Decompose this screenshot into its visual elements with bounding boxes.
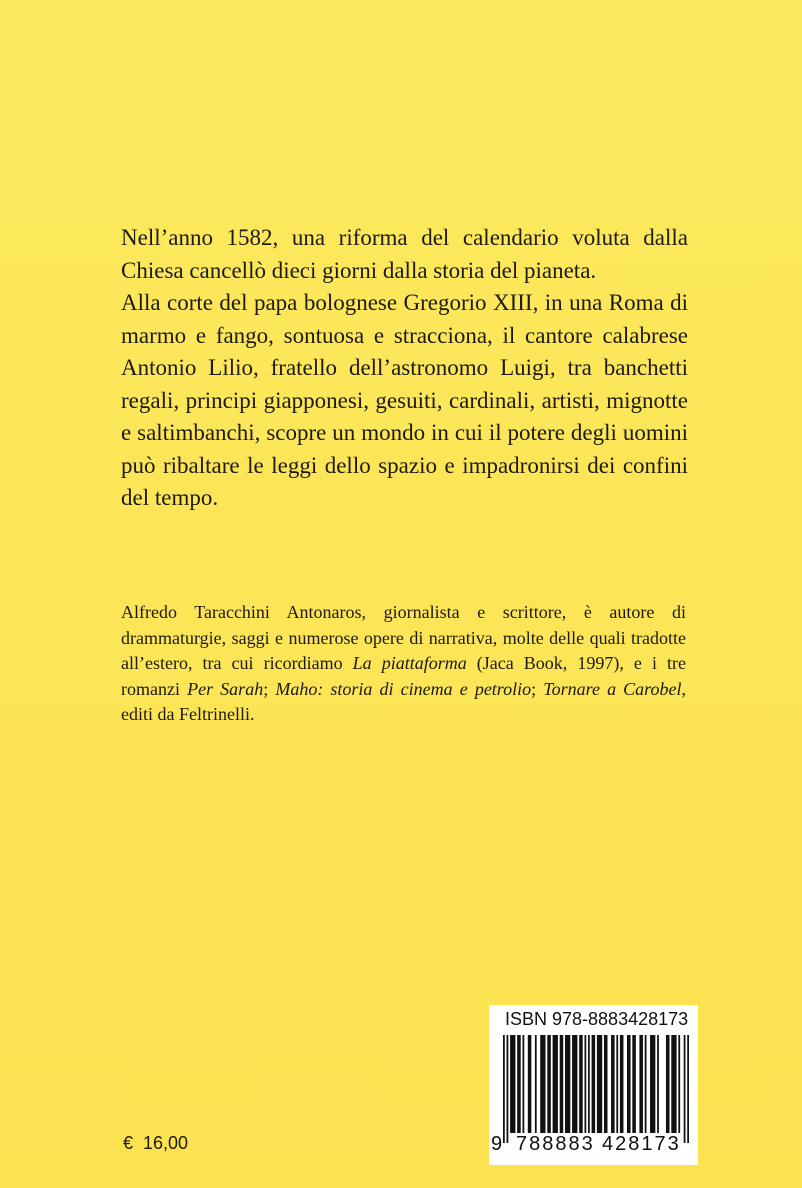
barcode-bar: [522, 1035, 524, 1133]
barcode-bar: [632, 1035, 636, 1133]
blurb: [121, 222, 688, 515]
barcode-bar: [639, 1035, 643, 1133]
barcode-bar: [503, 1035, 505, 1143]
barcode-bar: [584, 1035, 586, 1143]
bio-book-1: La piattaforma: [352, 653, 467, 673]
barcode-bar: [678, 1035, 680, 1133]
price: [123, 1133, 188, 1154]
bio-book-2: Per Sarah: [187, 678, 264, 699]
isbn-label: ISBN 978-8883428173: [505, 1009, 689, 1029]
barcode-bar: [579, 1035, 583, 1133]
bio-separator-2: ;: [531, 678, 537, 699]
barcode-bar: [620, 1035, 624, 1133]
bio-book-1-note: (Jaca Book, 1997), e i tre romanzi: [121, 653, 686, 699]
barcode-bar: [510, 1035, 515, 1133]
barcode-bar: [528, 1035, 532, 1133]
barcode-bar: [645, 1035, 647, 1133]
barcode-right-digits: 428173: [602, 1133, 681, 1155]
barcode-bar: [535, 1035, 537, 1133]
price-amount: 16,00: [143, 1133, 189, 1153]
bio-separator-1: ;: [263, 678, 269, 699]
barcode-bar: [517, 1035, 521, 1133]
barcode-bar: [657, 1035, 659, 1133]
barcode: [503, 1035, 689, 1143]
barcode-bar: [687, 1035, 689, 1143]
barcode-bar: [547, 1035, 551, 1133]
barcode-bar: [627, 1035, 631, 1133]
price-currency: €: [123, 1133, 134, 1153]
isbn-barcode-box: [489, 1005, 698, 1165]
barcode-bar: [666, 1035, 670, 1133]
barcode-bar: [611, 1035, 615, 1133]
author-bio: [121, 600, 686, 728]
bio-book-4: Tornare a Carobel: [543, 678, 682, 699]
barcode-bar: [684, 1035, 686, 1143]
barcode-bar: [597, 1035, 602, 1133]
blurb-paragraph-2: Alla corte del papa bolognese Gregorio XIII, in una Roma di marmo e fango, sontuosa e stracciona, il cantore calabrese Antonio Lilio, fratello dell’astronomo Luigi, tra banchetti regali, principi giapponesi, gesuiti, cardinali, artisti, mignotte e saltimbanchi, scopre un mondo in cui il potere degli uomini può ribaltare le leggi dello spazio e impadronirsi dei confini del tempo.: [121, 290, 688, 510]
bio-intro: Alfredo Taracchini Antonaros, giornalista e scrittore, è autore di drammaturgie, saggi e numerose opere di narrativa, molte delle quali tradotte all’estero, tra cui ricordiamo: [121, 602, 686, 673]
barcode-bar: [604, 1035, 608, 1133]
barcode-bar: [553, 1035, 558, 1133]
barcode-bar: [572, 1035, 577, 1133]
barcode-bar: [540, 1035, 545, 1133]
bio-outro: , editi da Feltrinelli.: [121, 678, 687, 724]
barcode-bar: [507, 1035, 509, 1143]
blurb-paragraph-1: Nell’anno 1582, una riforma del calendario voluta dalla Chiesa cancellò dieci giorni dalla storia del pianeta.: [121, 225, 688, 283]
barcode-digits: [489, 1131, 698, 1161]
barcode-bar: [560, 1035, 564, 1133]
barcode-first-digit: 9: [491, 1133, 503, 1155]
barcode-left-digits: 788883: [516, 1133, 595, 1155]
barcode-bar: [616, 1035, 618, 1133]
barcode-bar: [565, 1035, 570, 1133]
barcode-bar: [588, 1035, 590, 1143]
bio-book-3: Maho: storia di cinema e petrolio: [275, 678, 532, 699]
barcode-bar: [650, 1035, 655, 1133]
barcode-bar: [592, 1035, 596, 1133]
barcode-bar: [671, 1035, 676, 1133]
